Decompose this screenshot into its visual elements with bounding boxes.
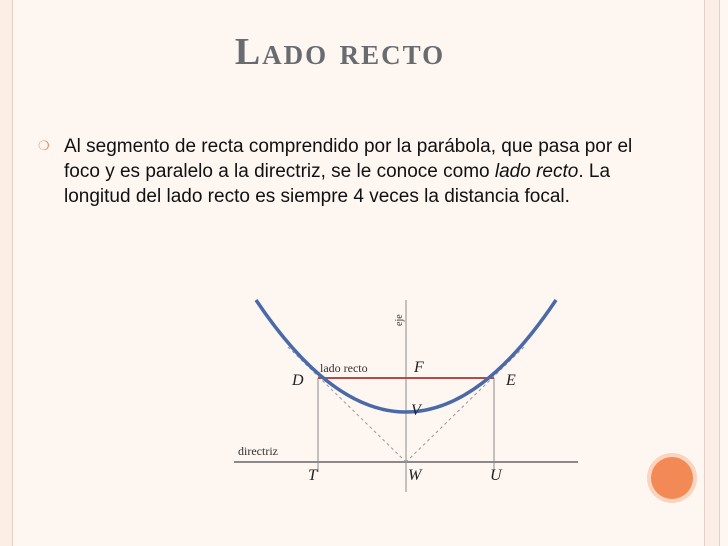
parabola-diagram bbox=[228, 292, 588, 502]
point-t-label: T bbox=[308, 467, 317, 484]
body-text-emphasis: lado recto bbox=[494, 161, 579, 182]
body-text-part-2: . La longitud del lado recto es siempre 4 veces la distancia focal. bbox=[64, 161, 611, 207]
point-v-label: V bbox=[411, 402, 421, 419]
left-border-decoration bbox=[0, 0, 13, 546]
point-f-label: F bbox=[414, 359, 424, 376]
point-e-label: E bbox=[506, 372, 516, 389]
point-d-label: D bbox=[292, 372, 304, 389]
decorative-orange-circle bbox=[651, 457, 693, 499]
directrix-label: directriz bbox=[238, 444, 278, 458]
axis-label: eje bbox=[394, 314, 405, 326]
slide-title: Lado recto bbox=[234, 31, 446, 73]
body-text-part-1: Al segmento de recta comprendido por la parábola, que pasa por el foco y es paralelo a la directriz, se le conoce como bbox=[64, 136, 633, 182]
latus-label: lado recto bbox=[320, 361, 368, 375]
slide-body-text bbox=[64, 134, 634, 209]
point-w-label: W bbox=[408, 467, 422, 484]
bullet-icon: ❍ bbox=[38, 138, 50, 153]
right-border-decoration bbox=[704, 0, 720, 546]
point-u-label: U bbox=[490, 467, 502, 484]
